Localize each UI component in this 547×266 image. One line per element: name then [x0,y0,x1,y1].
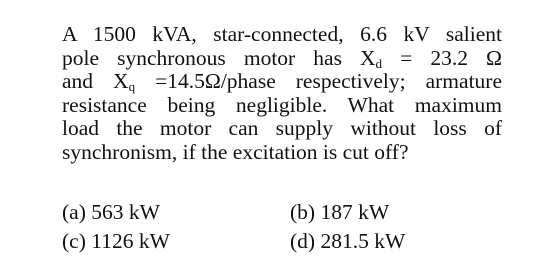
question-line-3 [62,70,502,94]
xd-subscript: d [375,55,383,71]
question-line-3-text: and X [62,69,129,94]
options-row-1 [62,198,502,227]
xd-value: = 23.2 Ω [382,45,502,70]
question-line-6: synchronism, if the excitation is cut off? [62,139,409,164]
option-d: (d) 281.5 kW [290,229,406,253]
xq-value: =14.5Ω/phase respectively; armature [135,69,502,94]
question-line-5: load the motor can supply without loss of [62,116,502,141]
option-c: (c) 1126 kW [62,229,170,253]
question-line-4: resistance being negligible. What maximum [62,92,502,117]
question-text [62,23,502,165]
answer-options [62,198,502,256]
question-line-2-text: pole synchronous motor has X [62,45,376,70]
options-row-2 [62,227,502,256]
question-line-2 [62,47,502,71]
question-line-1: A 1500 kVA, star-connected, 6.6 kV salient [62,22,502,46]
option-a: (a) 563 kW [62,200,160,224]
option-b: (b) 187 kW [290,200,390,224]
xq-subscript: q [128,79,136,95]
